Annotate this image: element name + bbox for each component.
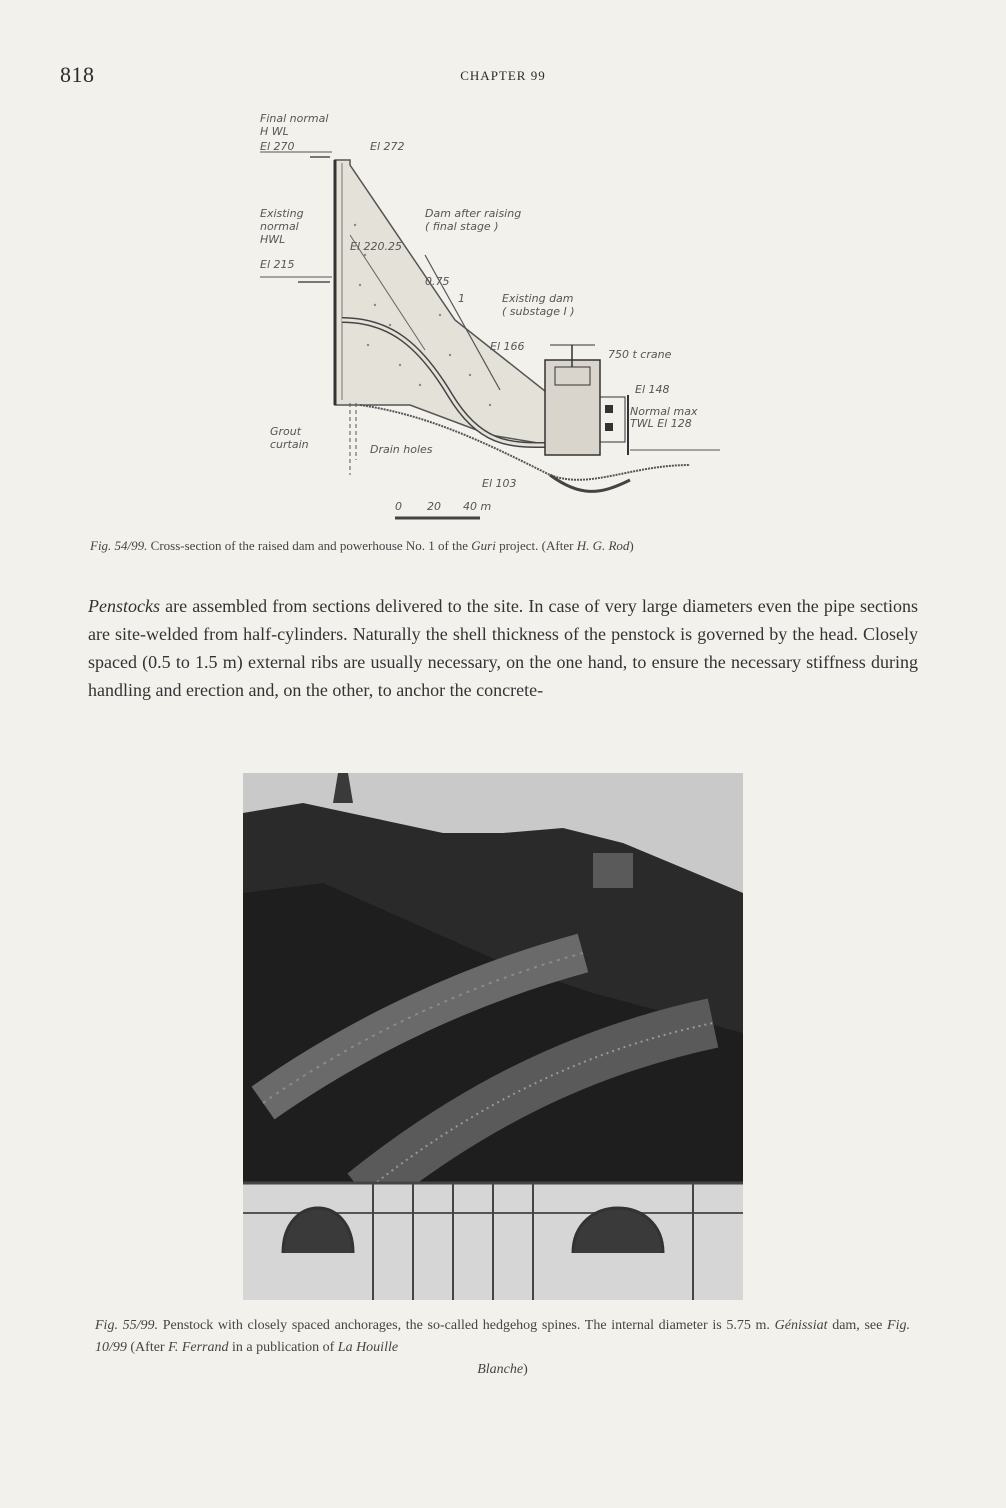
label-el-166: El 166 [490, 340, 525, 353]
page-number: 818 [60, 62, 95, 87]
caption2-end: ) [523, 1362, 528, 1377]
label-slope: 0.75 [425, 275, 450, 288]
penstock-photo-drawing [243, 773, 743, 1300]
label-twl: TWL El 128 [630, 417, 692, 430]
caption1-end: ) [629, 538, 634, 553]
scale-20: 20 [427, 500, 441, 513]
figure-54-caption [90, 538, 950, 554]
label-existing-dam-1: Existing dam [502, 292, 574, 305]
label-normal-max: Normal max [630, 405, 698, 418]
label-crest-el: El 272 [370, 140, 405, 153]
label-drain-holes: Drain holes [370, 443, 433, 456]
caption2-publication-1: La Houille [337, 1340, 399, 1355]
label-grout-2: curtain [270, 438, 309, 451]
label-el-148: El 148 [635, 383, 670, 396]
body-lead-word: Penstocks [88, 596, 160, 616]
label-slope-1: 1 [458, 292, 465, 305]
label-crane: 750 t crane [608, 348, 672, 361]
caption2-publication-2: Blanche [477, 1362, 524, 1377]
caption2-dam: Génissiat [774, 1318, 828, 1333]
label-existing-hwl-1: Existing [260, 207, 304, 220]
caption1-author: H. G. Rod [576, 538, 630, 553]
label-existing-hwl-3: HWL [260, 233, 286, 246]
label-final-hwl-1: Final normal [260, 112, 329, 125]
label-el-103: El 103 [482, 477, 517, 490]
caption2-text3: (After [126, 1340, 169, 1355]
dam-cross-section-figure [250, 105, 750, 525]
label-grout-1: Grout [270, 425, 302, 438]
label-dam-after-2: ( final stage ) [425, 220, 499, 233]
running-head: CHAPTER 99 [460, 68, 546, 83]
body-paragraph-text: are assembled from sections delivered to the site. In case of very large diameters even the pipe sections are site-welded from half-cylinders. Naturally the shell thickness of the penstock is governed by the head. Closely spaced (0.5 to 1.5 m) external ribs are usually necessary, on the one hand, to ensure the necessary stiffness during handling and erection and, on the other, to anchor the concrete- [88, 596, 918, 700]
caption2-author: F. Ferrand [168, 1340, 229, 1355]
label-dam-after-1: Dam after raising [425, 207, 522, 220]
figure-55-caption [95, 1315, 910, 1381]
penstock-photograph [243, 773, 743, 1300]
caption2-last-line [95, 1359, 910, 1381]
caption1-text: Cross-section of the raised dam and powerhouse No. 1 of the [147, 538, 472, 553]
caption1-text2: project. (After [495, 538, 577, 553]
caption2-text: Penstock with closely spaced anchorages, the so-called hedgehog spines. The internal diameter is 5.75 m. [158, 1318, 775, 1333]
caption2-text4: in a publication of [228, 1340, 338, 1355]
scale-0: 0 [395, 500, 402, 513]
label-el-220: El 220.25 [350, 240, 402, 253]
label-final-hwl-el: El 270 [260, 140, 295, 153]
scale-40: 40 m [463, 500, 492, 513]
dam-cross-section-diagram [250, 105, 750, 525]
label-final-hwl-2: H WL [260, 125, 289, 138]
caption2-fig-no: Fig. 55/99. [95, 1318, 159, 1333]
label-existing-hwl-2: normal [260, 220, 299, 233]
body-paragraph [88, 592, 918, 704]
caption1-fig-no: Fig. 54/99. [90, 538, 148, 553]
caption2-ref: Fig. 10/99 [95, 1318, 910, 1355]
caption1-project: Guri [471, 538, 496, 553]
powerhouse [545, 345, 628, 455]
label-existing-dam-2: ( substage I ) [502, 305, 575, 318]
label-existing-hwl-el: El 215 [260, 258, 295, 271]
caption2-text2: dam, see [827, 1318, 888, 1333]
